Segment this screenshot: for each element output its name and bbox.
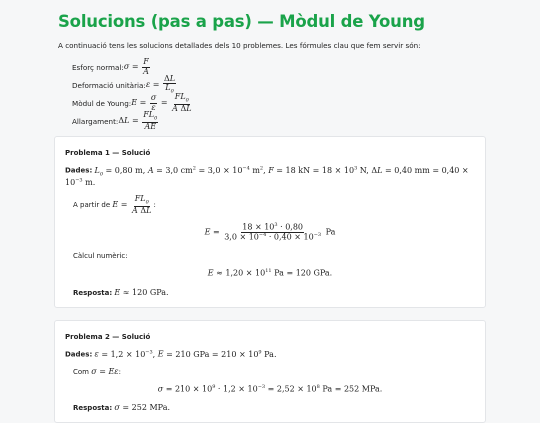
problem-1-step2: Càlcul numèric:: [73, 252, 128, 261]
problem-2-answer: Resposta: σ = 252 MPa.: [73, 403, 171, 413]
formula-math: E = $\frac{\sigma}{\varepsilon}$ = $\frac{FL_0}{\text{A ΔL}}$: [131, 91, 192, 113]
problem-2-step1: Com σ = Eε:: [73, 366, 121, 376]
problem-1-title: Problema 1 — Solució: [65, 149, 151, 157]
formula-label: Allargament:: [72, 116, 119, 126]
problem-2-data: Dades: $\varepsilon = 1,2 \times 10^{-3}$, E = 210 GPa = $210 \times 10^9$ Pa.: [65, 348, 277, 359]
formula-math: ε = $\frac{\Delta L}{L_0}$: [145, 73, 176, 95]
formula-label: Mòdul de Young:: [72, 98, 132, 108]
formula-math: σ = $\frac{F}{A}$: [123, 57, 149, 76]
formula-list: [58, 58, 482, 130]
problem-1-step1: A partir de E = $\frac{FL_0}{\text{A ΔL}}$ :: [73, 193, 156, 215]
problem-2-equation: $\sigma = 210 \times 10^9 \cdot 1,2 \times 10^{-3} = 2,52 \times 10^8$ Pa = 252 MPa.: [157, 383, 383, 394]
problem-1-answer: Resposta: E ≈ 120 GPa.: [73, 287, 169, 297]
formula-math: ΔL = $\frac{FL_0}{AE}$: [118, 109, 158, 131]
formula-young: [72, 91, 482, 113]
problem-2-title: Problema 2 — Solució: [65, 332, 151, 341]
formula-stress: [72, 58, 482, 76]
problem-1-equation: E = $\frac{18 \times 10^3 \cdot 0,80}{3,0 \times 10^{-4} \cdot 0,40 \times 10^{-3}}$ Pa: [204, 222, 336, 242]
intro-text: A continuació tens les solucions detallades dels 10 problemes. Les fórmules clau que fem servir són:: [58, 41, 421, 50]
problem-1-data: Dades: $L_0 = 0,80$ m, A = 3,0 $cm^2 = 3,0 \times 10^{-4}$ $m^2$, F = 18 kN = $18 \times 10^3$ N, ΔL = 0,40 mm = $0,40 \times 10^{-3}$ m.: [65, 165, 469, 187]
problem-1-card: [54, 136, 486, 308]
problem-1-result: $E \approx 1,20 \times 10^{11}$ Pa = 120 GPa.: [207, 268, 333, 278]
problem-2-card: [54, 320, 486, 423]
formula-elongation: [72, 109, 482, 131]
formula-label: Deformació unitària:: [72, 80, 146, 90]
formula-label: Esforç normal:: [72, 62, 124, 72]
page-title: Solucions (pas a pas) — Mòdul de Young: [58, 12, 425, 31]
formula-strain: [72, 73, 482, 95]
